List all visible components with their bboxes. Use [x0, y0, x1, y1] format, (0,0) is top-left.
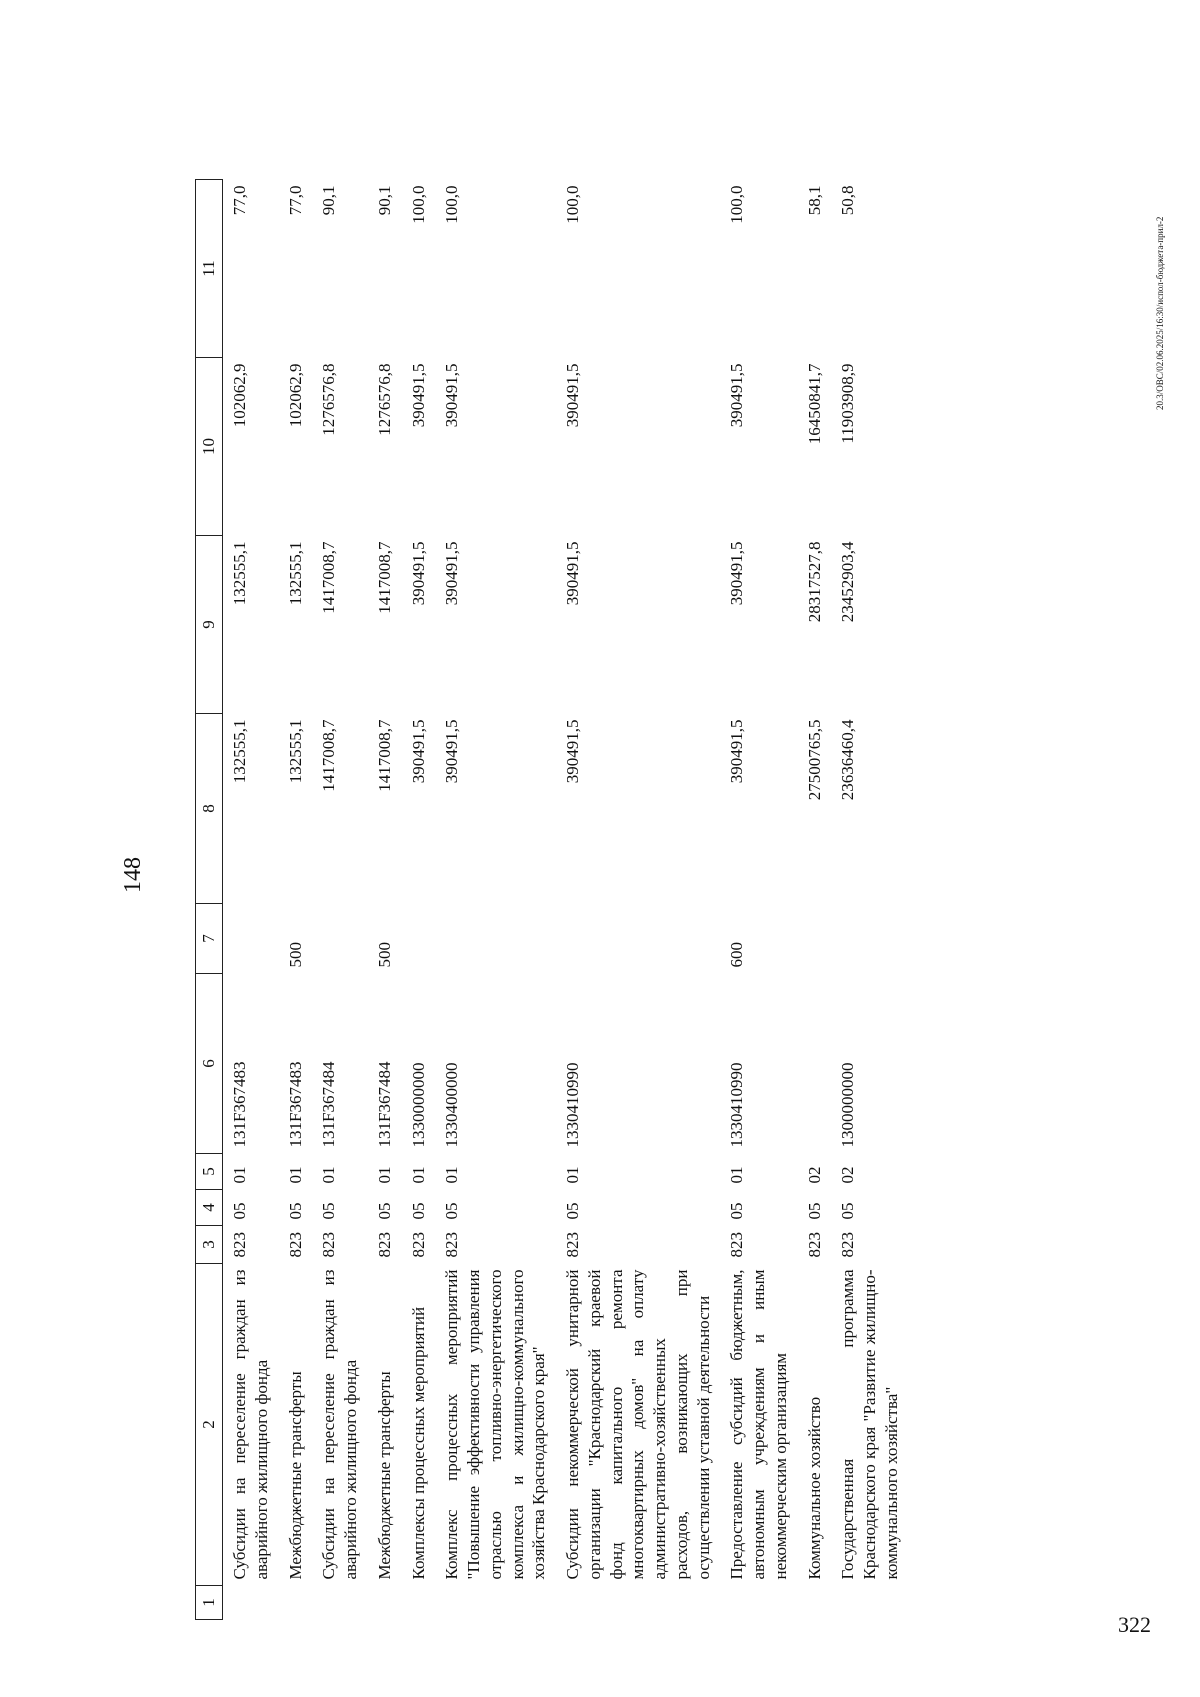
row-col-9: 1417008,7: [319, 541, 339, 614]
row-col-8: 132555,1: [285, 719, 305, 784]
row-col-1: [279, 1586, 313, 1620]
row-col-8: 23636460,4: [838, 719, 858, 801]
row-col-6: [798, 974, 832, 1154]
row-col-9: 390491,5: [408, 541, 428, 606]
row-col-5: 01: [374, 1166, 394, 1184]
row-col-6: 131F367483: [230, 1061, 249, 1148]
row-col-3: 823: [374, 1232, 394, 1258]
row-col-9: 132555,1: [230, 541, 249, 606]
header-cell: 10: [196, 358, 223, 536]
row-col-11: 77,0: [285, 185, 305, 216]
row-col-11: 90,1: [319, 185, 339, 216]
row-col-5: 01: [563, 1166, 582, 1184]
row-col-7: [435, 904, 556, 974]
row-col-5: 01: [319, 1166, 339, 1184]
row-col-7: [831, 904, 908, 974]
row-col-8: 27500765,5: [804, 719, 824, 801]
row-col-4: 05: [230, 1202, 249, 1220]
row-col-4: 05: [563, 1202, 582, 1220]
row-col-1: [435, 1586, 556, 1620]
header-cell: 5: [196, 1154, 223, 1190]
row-col-9: 1417008,7: [374, 541, 394, 614]
header-cell: 8: [196, 714, 223, 904]
row-col-7: [402, 904, 436, 974]
row-col-10: 390491,5: [563, 363, 582, 428]
row-col-9: 132555,1: [285, 541, 305, 606]
row-col-9: 390491,5: [727, 541, 747, 606]
table-row: [720, 180, 797, 1620]
row-col-6: 1330410990: [727, 1062, 747, 1148]
row-col-7: [223, 904, 279, 974]
row-col-8: 390491,5: [563, 719, 582, 784]
row-col-10: 102062,9: [230, 363, 249, 428]
row-col-7: 500: [285, 942, 305, 968]
row-col-5: 02: [838, 1166, 858, 1184]
row-col-8: 1417008,7: [319, 719, 339, 792]
table-row: [435, 180, 556, 1620]
row-name: Комплекс процессных мероприятий "Повышение эффективности управления отраслью топливно-энергетического комплекса и жилищно-коммунального хозяйства Краснодарского края": [442, 1269, 549, 1580]
row-col-10: 11903908,9: [838, 363, 858, 444]
row-col-1: [312, 1586, 368, 1620]
row-col-3: 823: [804, 1232, 824, 1258]
table-row: [312, 180, 368, 1620]
row-col-6: 1330410990: [563, 1062, 582, 1148]
row-col-6: 1300000000: [838, 1062, 858, 1148]
row-col-5: 01: [408, 1166, 428, 1184]
row-col-10: 390491,5: [408, 363, 428, 428]
row-col-7: [798, 904, 832, 974]
header-cell: 6: [196, 974, 223, 1154]
row-col-3: 823: [838, 1232, 858, 1258]
row-col-8: 390491,5: [727, 719, 747, 784]
row-name: Предоставление субсидий бюджетным, автономным учреждениям и иным некоммерческим организациям: [727, 1269, 790, 1580]
row-col-3: 823: [727, 1232, 747, 1258]
table-row: [402, 180, 436, 1620]
row-col-4: 05: [285, 1202, 305, 1220]
row-col-8: 1417008,7: [374, 719, 394, 792]
row-col-7: 600: [727, 942, 747, 968]
row-col-7: [312, 904, 368, 974]
header-cell: 11: [196, 180, 223, 358]
row-col-6: 131F367484: [319, 1061, 339, 1148]
row-col-1: [798, 1586, 832, 1620]
row-col-4: 05: [319, 1202, 339, 1220]
row-col-1: [402, 1586, 436, 1620]
row-col-6: 1330000000: [408, 1062, 428, 1148]
row-col-9: 390491,5: [442, 541, 462, 606]
header-cell: 1: [196, 1586, 223, 1620]
row-col-11: 100,0: [563, 185, 582, 224]
row-name: Комплексы процессных мероприятий: [408, 1306, 428, 1580]
row-col-7: 500: [374, 942, 394, 968]
table-row: [279, 180, 313, 1620]
row-col-3: 823: [442, 1232, 462, 1258]
row-col-11: 58,1: [804, 185, 824, 216]
row-col-1: [556, 1586, 720, 1620]
table-body: [223, 180, 909, 1620]
header-cell: 2: [196, 1264, 223, 1586]
table-row: [798, 180, 832, 1620]
row-col-11: 50,8: [838, 185, 858, 216]
row-col-3: 823: [408, 1232, 428, 1258]
row-col-5: 01: [285, 1166, 305, 1184]
row-col-4: 05: [442, 1202, 462, 1220]
header-cell: 9: [196, 536, 223, 714]
row-col-5: 01: [727, 1166, 747, 1184]
row-col-9: 390491,5: [563, 541, 582, 606]
row-col-3: 823: [563, 1232, 582, 1258]
row-col-1: [368, 1586, 402, 1620]
row-col-5: 02: [804, 1166, 824, 1184]
row-col-6: 1330400000: [442, 1062, 462, 1148]
row-col-5: 01: [230, 1166, 249, 1184]
row-col-3: 823: [230, 1232, 249, 1258]
row-col-10: 1276576,8: [319, 363, 339, 436]
row-col-4: 05: [374, 1202, 394, 1220]
row-col-10: 390491,5: [442, 363, 462, 428]
row-col-11: 90,1: [374, 185, 394, 216]
row-col-10: 16450841,7: [804, 363, 824, 445]
row-col-11: 100,0: [727, 185, 747, 224]
row-col-1: [831, 1586, 908, 1620]
row-col-4: 05: [804, 1202, 824, 1220]
row-col-5: 01: [442, 1166, 462, 1184]
row-name: Субсидии на переселение граждан из аварийного жилищного фонда: [230, 1269, 271, 1580]
table-row: [223, 180, 279, 1620]
table-row: [368, 180, 402, 1620]
row-name: Субсидии некоммерческой унитарной организации "Краснодарский краевой фонд капитального ремонта многоквартирных домов" на оплату административно-хозяйственных расходов, возникающих при осуществлении уставной деятельности: [563, 1269, 713, 1580]
footer-code: 20.3/ОВС/02.06.2025/16:30/испол-бюджета-прил-2: [1155, 216, 1165, 410]
budget-table: [195, 179, 909, 1620]
row-col-3: 823: [285, 1232, 305, 1258]
row-col-4: 05: [408, 1202, 428, 1220]
table-row: [556, 180, 720, 1620]
header-cell: 3: [196, 1226, 223, 1264]
row-col-4: 05: [838, 1202, 858, 1220]
header-row: [196, 180, 223, 1620]
row-name: Субсидии на переселение граждан из аварийного жилищного фонда: [319, 1269, 360, 1580]
table-row: [831, 180, 908, 1620]
row-col-10: 102062,9: [285, 363, 305, 428]
row-col-3: 823: [319, 1232, 339, 1258]
header-cell: 7: [196, 904, 223, 974]
row-col-8: 132555,1: [230, 719, 249, 784]
row-name: Межбюджетные трансферты: [374, 1371, 394, 1580]
row-col-10: 390491,5: [727, 363, 747, 428]
row-col-11: 100,0: [442, 185, 462, 224]
row-col-8: 390491,5: [408, 719, 428, 784]
row-col-7: [556, 904, 720, 974]
row-name: Государственная программа Краснодарского края "Развитие жилищно-коммунального хозяйства": [838, 1269, 901, 1580]
row-col-1: [223, 1586, 279, 1620]
row-col-9: 28317527,8: [804, 541, 824, 623]
row-col-1: [720, 1586, 797, 1620]
row-col-6: 131F367483: [285, 1061, 305, 1148]
row-col-4: 05: [727, 1202, 747, 1220]
row-name: Межбюджетные трансферты: [285, 1371, 305, 1580]
row-name: Коммунальное хозяйство: [804, 1396, 824, 1580]
row-col-10: 1276576,8: [374, 363, 394, 436]
rotated-page: [120, 70, 1180, 1680]
row-col-11: 100,0: [408, 185, 428, 224]
row-col-8: 390491,5: [442, 719, 462, 784]
header-cell: 4: [196, 1190, 223, 1226]
row-col-11: 77,0: [230, 185, 249, 216]
page-number: 148: [120, 857, 146, 893]
side-page-number: 322: [1118, 1612, 1151, 1637]
row-col-9: 23452903,4: [838, 541, 858, 623]
row-col-6: 131F367484: [374, 1061, 394, 1148]
